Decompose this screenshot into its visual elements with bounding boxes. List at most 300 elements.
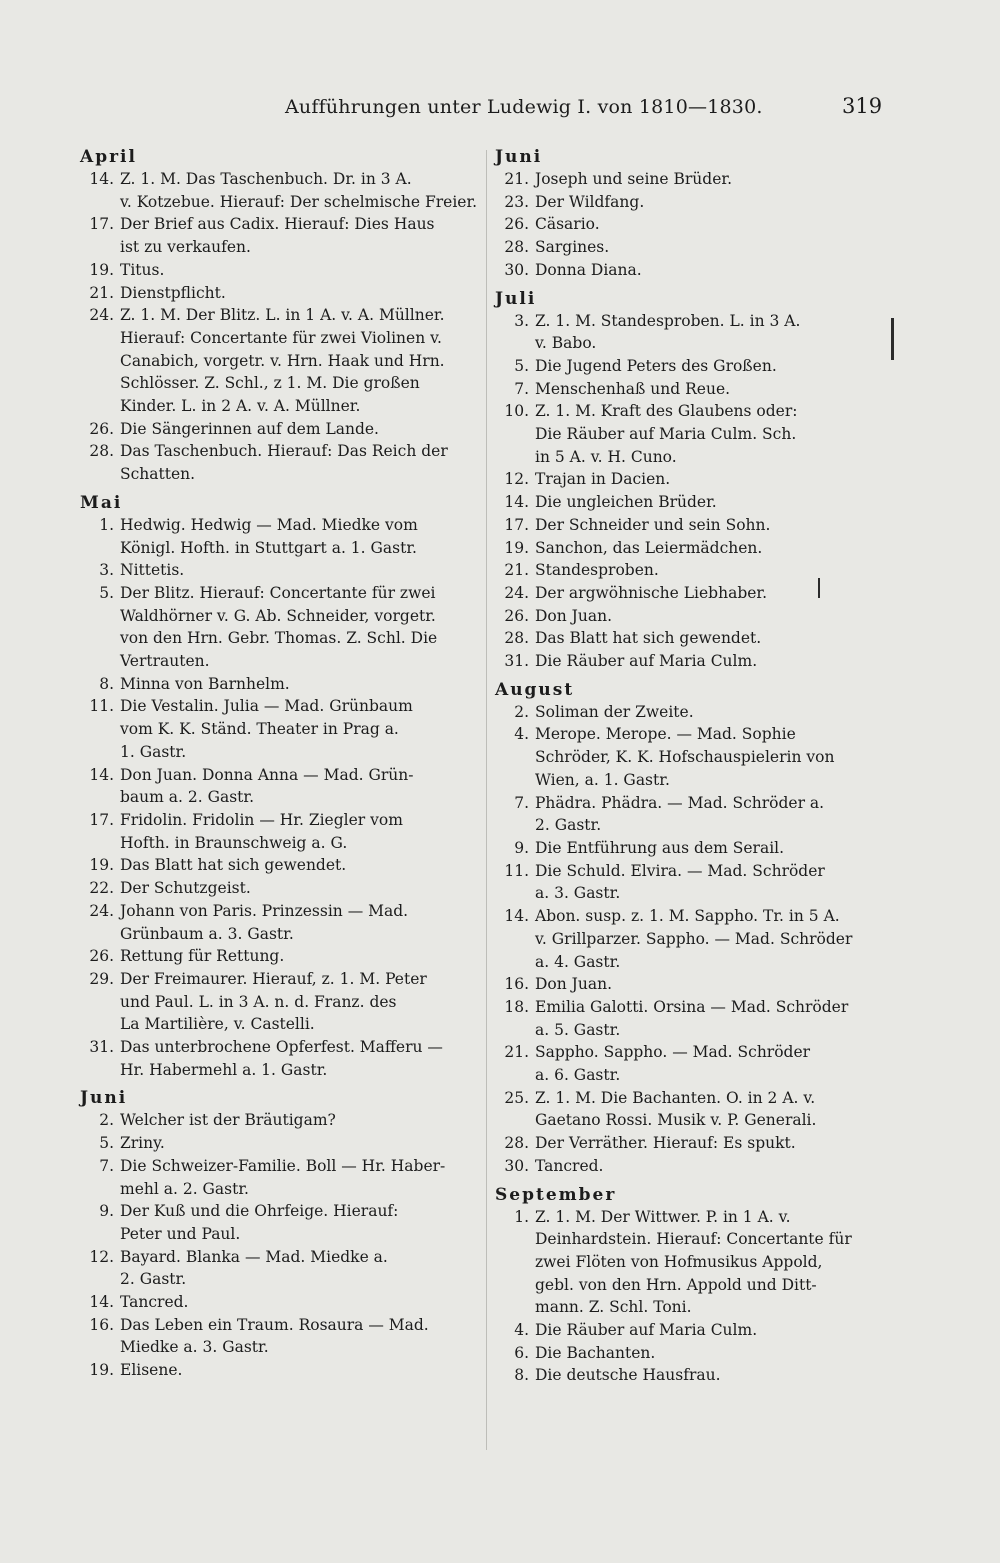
performance-entry — [495, 1087, 890, 1132]
entry-day: 24. — [504, 583, 529, 602]
entry-day: 12. — [504, 470, 529, 489]
entry-text — [120, 213, 480, 258]
entry-text — [120, 809, 480, 854]
entry-day: 10. — [504, 402, 529, 421]
entry-text — [535, 905, 890, 973]
entry-day: 6. — [514, 1343, 529, 1362]
entry-day: 24. — [89, 901, 114, 920]
entry-line: Soliman der Zweite. — [535, 702, 694, 721]
entry-line: Z. 1. M. Die Bachanten. O. in 2 A. v. — [535, 1088, 816, 1107]
performance-entry — [495, 400, 890, 468]
month-heading: Juni — [80, 1088, 128, 1109]
entry-line: 2. Gastr. — [535, 816, 602, 835]
entry-text — [120, 282, 480, 305]
entry-day: 11. — [89, 697, 114, 716]
performance-entry — [80, 764, 480, 809]
entry-text — [120, 1246, 480, 1291]
entry-line: Welcher ist der Bräutigam? — [120, 1111, 336, 1130]
entry-line: v. Grillparzer. Sappho. — Mad. Schröder — [535, 929, 853, 948]
month-heading: Juli — [495, 288, 537, 309]
entry-line: Die Bachanten. — [535, 1343, 656, 1362]
entry-line: a. 3. Gastr. — [535, 884, 621, 903]
entry-day: 3. — [514, 311, 529, 330]
performance-entry — [495, 905, 890, 973]
entry-text — [120, 1200, 480, 1245]
entry-line: Bayard. Blanka — Mad. Miedke a. — [120, 1247, 388, 1266]
entry-text — [535, 627, 890, 650]
entry-line: Der Verräther. Hierauf: Es spukt. — [535, 1134, 796, 1153]
entry-day: 2. — [514, 702, 529, 721]
performance-entry — [495, 191, 890, 214]
entry-day: 31. — [89, 1038, 114, 1057]
entry-day: 17. — [89, 215, 114, 234]
entry-day: 26. — [504, 606, 529, 625]
entry-line: Die Entführung aus dem Serail. — [535, 838, 785, 857]
entry-line: Das Taschenbuch. Hierauf: Das Reich der — [120, 442, 448, 461]
entry-line: La Martilière, v. Castelli. — [120, 1015, 315, 1034]
entry-text — [120, 514, 480, 559]
performance-entry — [80, 440, 480, 485]
entry-line: Das Blatt hat sich gewendet. — [535, 629, 762, 648]
performance-entry — [80, 1291, 480, 1314]
entry-text — [535, 582, 890, 605]
performance-entry — [80, 968, 480, 1036]
performance-entry — [80, 213, 480, 258]
entry-day: 30. — [504, 260, 529, 279]
month-heading: September — [495, 1184, 617, 1205]
entry-line: Der Wildfang. — [535, 192, 645, 211]
performance-entry — [80, 1132, 480, 1155]
entry-line: Vertrauten. — [120, 652, 210, 671]
entry-line: Donna Diana. — [535, 260, 642, 279]
entry-day: 5. — [514, 356, 529, 375]
entry-day: 8. — [514, 1366, 529, 1385]
entry-text — [120, 673, 480, 696]
month-heading: April — [80, 147, 137, 167]
performance-entry — [80, 282, 480, 305]
month-heading: August — [495, 679, 575, 700]
performance-entry — [495, 1319, 890, 1342]
entry-line: Schlösser. Z. Schl., z 1. M. Die großen — [120, 374, 420, 393]
entry-line: Dienstpflicht. — [120, 283, 226, 302]
entry-line: Emilia Galotti. Orsina — Mad. Schröder — [535, 997, 849, 1016]
entry-line: Wien, a. 1. Gastr. — [535, 770, 670, 789]
entry-line: v. Babo. — [535, 334, 597, 353]
entry-line: Nittetis. — [120, 561, 185, 580]
performance-entry — [495, 860, 890, 905]
entry-text — [535, 537, 890, 560]
entry-day: 9. — [514, 838, 529, 857]
entry-line: Rettung für Rettung. — [120, 947, 285, 966]
entry-line: Peter und Paul. — [120, 1224, 241, 1243]
entry-day: 3. — [99, 561, 114, 580]
entry-text — [535, 378, 890, 401]
performance-entry — [80, 809, 480, 854]
performance-entry — [495, 1342, 890, 1365]
performance-entry — [495, 378, 890, 401]
entry-text — [120, 1359, 480, 1382]
entry-line: Das Blatt hat sich gewendet. — [120, 856, 347, 875]
entry-line: Joseph und seine Brüder. — [535, 170, 732, 188]
entry-day: 17. — [504, 515, 529, 534]
column-divider — [486, 150, 487, 1450]
entry-line: Gaetano Rossi. Musik v. P. Generali. — [535, 1111, 817, 1130]
performance-entry — [495, 996, 890, 1041]
entry-line: Z. 1. M. Der Blitz. L. in 1 A. v. A. Müllner. — [120, 306, 445, 325]
performance-entry — [80, 945, 480, 968]
performance-entry — [80, 559, 480, 582]
entry-day: 9. — [99, 1202, 114, 1221]
entry-line: Z. 1. M. Das Taschenbuch. Dr. in 3 A. — [120, 170, 412, 188]
entry-day: 30. — [504, 1156, 529, 1175]
entry-line: Merope. Merope. — Mad. Sophie — [535, 725, 796, 744]
entry-day: 26. — [504, 215, 529, 234]
entry-day: 22. — [89, 879, 114, 898]
entry-line: Die Räuber auf Maria Culm. Sch. — [535, 425, 797, 444]
entry-text — [535, 1364, 890, 1387]
performance-entry — [80, 168, 480, 213]
performance-entry — [80, 900, 480, 945]
entry-line: ist zu verkaufen. — [120, 238, 251, 257]
entry-text — [535, 191, 890, 214]
entry-line: Schröder, K. K. Hofschauspielerin von — [535, 748, 835, 767]
entry-day: 19. — [89, 260, 114, 279]
entry-text — [120, 1291, 480, 1314]
performance-entry — [80, 259, 480, 282]
entry-line: Schatten. — [120, 465, 196, 484]
entry-day: 23. — [504, 192, 529, 211]
performance-entry — [80, 1155, 480, 1200]
entry-day: 14. — [89, 765, 114, 784]
entry-text — [120, 440, 480, 485]
entry-line: Titus. — [120, 260, 165, 279]
running-title: Aufführungen unter Ludewig I. von 1810—1830. — [285, 96, 763, 118]
entry-line: Der Schutzgeist. — [120, 879, 251, 898]
entry-line: Die Räuber auf Maria Culm. — [535, 1321, 758, 1340]
entry-line: gebl. von den Hrn. Appold und Ditt- — [535, 1275, 817, 1294]
entry-line: Waldhörner v. G. Ab. Schneider, vorgetr. — [120, 606, 436, 625]
performance-entry — [495, 792, 890, 837]
performance-entry — [80, 1314, 480, 1359]
entry-text — [120, 1036, 480, 1081]
entry-line: 1. Gastr. — [120, 742, 187, 761]
entry-text — [535, 236, 890, 259]
entry-line: baum a. 2. Gastr. — [120, 788, 255, 807]
performance-entry — [80, 304, 480, 418]
entry-day: 28. — [504, 1134, 529, 1153]
entry-text — [535, 973, 890, 996]
entry-line: Abon. susp. z. 1. M. Sappho. Tr. in 5 A. — [535, 907, 840, 926]
entry-line: Kinder. L. in 2 A. v. A. Müllner. — [120, 397, 361, 416]
performance-entry — [80, 582, 480, 673]
entry-day: 29. — [89, 969, 114, 988]
entry-line: Die Schweizer-Familie. Boll — Hr. Haber- — [120, 1156, 446, 1175]
performance-entry — [80, 1246, 480, 1291]
month-heading: Mai — [80, 492, 123, 513]
performance-entry — [80, 1359, 480, 1382]
entry-line: Der Blitz. Hierauf: Concertante für zwei — [120, 583, 436, 602]
entry-day: 14. — [89, 1293, 114, 1312]
entry-day: 16. — [89, 1315, 114, 1334]
entry-line: in 5 A. v. H. Cuno. — [535, 447, 677, 466]
performance-entry — [495, 1155, 890, 1178]
entry-line: Z. 1. M. Der Wittwer. P. in 1 A. v. — [535, 1207, 791, 1226]
entry-text — [535, 1206, 890, 1320]
entry-line: Das unterbrochene Opferfest. Mafferu — — [120, 1038, 443, 1057]
entry-text — [535, 837, 890, 860]
performance-entry — [80, 877, 480, 900]
entry-text — [535, 355, 890, 378]
performance-entry — [495, 537, 890, 560]
entry-text — [535, 792, 890, 837]
entry-line: mehl a. 2. Gastr. — [120, 1179, 249, 1198]
performance-entry — [495, 310, 890, 355]
entry-line: Die ungleichen Brüder. — [535, 493, 717, 512]
entry-day: 21. — [504, 1043, 529, 1062]
entry-text — [120, 695, 480, 763]
performance-entry — [495, 627, 890, 650]
performance-entry — [80, 695, 480, 763]
performance-entry — [495, 605, 890, 628]
entry-line: Canabich, vorgetr. v. Hrn. Haak und Hrn. — [120, 351, 445, 370]
entry-line: Phädra. Phädra. — Mad. Schröder a. — [535, 793, 825, 812]
performance-entry — [495, 701, 890, 724]
entry-line: Die Vestalin. Julia — Mad. Grünbaum — [120, 697, 413, 716]
margin-mark — [891, 318, 894, 360]
performance-entry — [495, 723, 890, 791]
entry-line: Der Freimaurer. Hierauf, z. 1. M. Peter — [120, 969, 427, 988]
entry-day: 14. — [89, 170, 114, 188]
entry-text — [535, 213, 890, 236]
entry-line: Minna von Barnhelm. — [120, 674, 290, 693]
left-column — [80, 146, 480, 1382]
entry-day: 16. — [504, 975, 529, 994]
entry-line: Fridolin. Fridolin — Hr. Ziegler vom — [120, 810, 403, 829]
entry-line: Standesproben. — [535, 561, 659, 580]
performance-entry — [495, 559, 890, 582]
entry-text — [120, 259, 480, 282]
entry-text — [120, 877, 480, 900]
entry-text — [120, 968, 480, 1036]
entry-text — [120, 168, 480, 213]
entry-text — [535, 860, 890, 905]
entry-day: 24. — [89, 306, 114, 325]
performance-entry — [80, 1200, 480, 1245]
entry-day: 26. — [89, 947, 114, 966]
entry-day: 5. — [99, 583, 114, 602]
entry-line: zwei Flöten von Hofmusikus Appold, — [535, 1252, 823, 1271]
entry-text — [535, 723, 890, 791]
entry-day: 21. — [504, 561, 529, 580]
entry-line: a. 5. Gastr. — [535, 1020, 621, 1039]
entry-text — [120, 582, 480, 673]
entry-line: Sappho. Sappho. — Mad. Schröder — [535, 1043, 811, 1062]
entry-text — [535, 1041, 890, 1086]
entry-line: Der Schneider und sein Sohn. — [535, 515, 771, 534]
right-column — [495, 146, 890, 1387]
entry-line: 2. Gastr. — [120, 1270, 187, 1289]
performance-entry — [80, 1036, 480, 1081]
entry-day: 4. — [514, 725, 529, 744]
entry-text — [535, 259, 890, 282]
entry-day: 14. — [504, 907, 529, 926]
entry-text — [120, 1132, 480, 1155]
entry-text — [120, 1314, 480, 1359]
entry-text — [535, 468, 890, 491]
entry-line: Trajan in Dacien. — [535, 470, 671, 489]
entry-text — [535, 1087, 890, 1132]
entry-day: 1. — [514, 1207, 529, 1226]
entry-day: 31. — [504, 652, 529, 671]
entry-day: 19. — [89, 1361, 114, 1380]
entry-line: Miedke a. 3. Gastr. — [120, 1338, 269, 1357]
entry-text — [535, 650, 890, 673]
entry-day: 21. — [89, 283, 114, 302]
page-number: 319 — [842, 94, 883, 118]
entry-day: 7. — [514, 793, 529, 812]
entry-line: vom K. K. Ständ. Theater in Prag a. — [120, 720, 399, 739]
entry-text — [535, 605, 890, 628]
entry-line: Cäsario. — [535, 215, 600, 234]
entry-text — [535, 1155, 890, 1178]
entry-day: 5. — [99, 1134, 114, 1153]
entry-text — [120, 945, 480, 968]
entry-line: Hr. Habermehl a. 1. Gastr. — [120, 1060, 328, 1079]
entry-text — [535, 701, 890, 724]
entry-line: mann. Z. Schl. Toni. — [535, 1298, 692, 1317]
entry-line: Die Schuld. Elvira. — Mad. Schröder — [535, 861, 825, 880]
performance-entry — [495, 468, 890, 491]
entry-text — [120, 1155, 480, 1200]
entry-line: Don Juan. — [535, 606, 613, 625]
entry-day: 14. — [504, 493, 529, 512]
performance-entry — [80, 673, 480, 696]
performance-entry — [495, 650, 890, 673]
entry-line: Elisene. — [120, 1361, 183, 1380]
entry-day: 4. — [514, 1321, 529, 1340]
entry-text — [120, 1109, 480, 1132]
entry-day: 25. — [504, 1088, 529, 1107]
entry-day: 17. — [89, 810, 114, 829]
entry-day: 2. — [99, 1111, 114, 1130]
entry-line: Die Jugend Peters des Großen. — [535, 356, 777, 375]
entry-day: 21. — [504, 170, 529, 188]
entry-line: Das Leben ein Traum. Rosaura — Mad. — [120, 1315, 429, 1334]
performance-entry — [495, 837, 890, 860]
entry-text — [535, 514, 890, 537]
performance-entry — [495, 491, 890, 514]
entry-text — [120, 764, 480, 809]
entry-line: Sargines. — [535, 238, 610, 257]
entry-line: Tancred. — [120, 1293, 189, 1312]
entry-day: 19. — [504, 538, 529, 557]
entry-line: v. Kotzebue. Hierauf: Der schelmische Freier. — [120, 192, 478, 211]
performance-entry — [80, 854, 480, 877]
entry-text — [535, 1342, 890, 1365]
performance-entry — [495, 1132, 890, 1155]
entry-text — [535, 310, 890, 355]
entry-day: 7. — [514, 379, 529, 398]
entry-text — [120, 418, 480, 441]
entry-line: Menschenhaß und Reue. — [535, 379, 731, 398]
entry-day: 8. — [99, 674, 114, 693]
performance-entry — [495, 236, 890, 259]
entry-line: Deinhardstein. Hierauf: Concertante für — [535, 1230, 852, 1249]
entry-line: Sanchon, das Leiermädchen. — [535, 538, 763, 557]
entry-day: 28. — [504, 238, 529, 257]
entry-line: Hofth. in Braunschweig a. G. — [120, 833, 348, 852]
entry-line: Der Kuß und die Ohrfeige. Hierauf: — [120, 1202, 399, 1221]
performance-entry — [495, 514, 890, 537]
entry-text — [535, 491, 890, 514]
performance-entry — [80, 514, 480, 559]
entry-day: 18. — [504, 997, 529, 1016]
entry-line: Die deutsche Hausfrau. — [535, 1366, 721, 1385]
entry-text — [535, 400, 890, 468]
performance-entry — [495, 973, 890, 996]
entry-text — [120, 304, 480, 418]
entry-line: von den Hrn. Gebr. Thomas. Z. Schl. Die — [120, 629, 438, 648]
entry-line: Hedwig. Hedwig — Mad. Miedke vom — [120, 515, 418, 534]
performance-entry — [495, 213, 890, 236]
performance-entry — [495, 1364, 890, 1387]
entry-day: 11. — [504, 861, 529, 880]
entry-line: Zriny. — [120, 1134, 165, 1153]
entry-day: 28. — [504, 629, 529, 648]
entry-text — [535, 168, 890, 191]
performance-entry — [495, 582, 890, 605]
entry-line: a. 6. Gastr. — [535, 1066, 621, 1085]
entry-line: Don Juan. — [535, 975, 613, 994]
performance-entry — [80, 1109, 480, 1132]
entry-line: Königl. Hofth. in Stuttgart a. 1. Gastr. — [120, 538, 417, 557]
entry-day: 1. — [99, 515, 114, 534]
entry-line: Hierauf: Concertante für zwei Violinen v. — [120, 328, 442, 347]
entry-text — [120, 900, 480, 945]
performance-entry — [495, 355, 890, 378]
entry-text — [120, 559, 480, 582]
performance-entry — [495, 259, 890, 282]
entry-line: Tancred. — [535, 1156, 604, 1175]
entry-text — [535, 1319, 890, 1342]
entry-day: 28. — [89, 442, 114, 461]
performance-entry — [80, 418, 480, 441]
entry-line: Der Brief aus Cadix. Hierauf: Dies Haus — [120, 215, 435, 234]
entry-line: Der argwöhnische Liebhaber. — [535, 583, 768, 602]
entry-line: Don Juan. Donna Anna — Mad. Grün- — [120, 765, 414, 784]
entry-day: 26. — [89, 419, 114, 438]
entry-line: a. 4. Gastr. — [535, 952, 621, 971]
entry-line: Johann von Paris. Prinzessin — Mad. — [120, 901, 409, 920]
entry-line: Grünbaum a. 3. Gastr. — [120, 924, 294, 943]
performance-entry — [495, 168, 890, 191]
entry-line: Z. 1. M. Standesproben. L. in 3 A. — [535, 311, 801, 330]
entry-text — [535, 996, 890, 1041]
entry-text — [535, 1132, 890, 1155]
entry-line: Die Räuber auf Maria Culm. — [535, 652, 758, 671]
entry-text — [535, 559, 890, 582]
month-heading: Juni — [495, 147, 543, 167]
entry-line: Die Sängerinnen auf dem Lande. — [120, 419, 379, 438]
entry-day: 12. — [89, 1247, 114, 1266]
entry-day: 7. — [99, 1156, 114, 1175]
performance-entry — [495, 1041, 890, 1086]
entry-day: 19. — [89, 856, 114, 875]
running-head — [0, 92, 1000, 126]
performance-entry — [495, 1206, 890, 1320]
entry-line: und Paul. L. in 3 A. n. d. Franz. des — [120, 992, 397, 1011]
entry-text — [120, 854, 480, 877]
